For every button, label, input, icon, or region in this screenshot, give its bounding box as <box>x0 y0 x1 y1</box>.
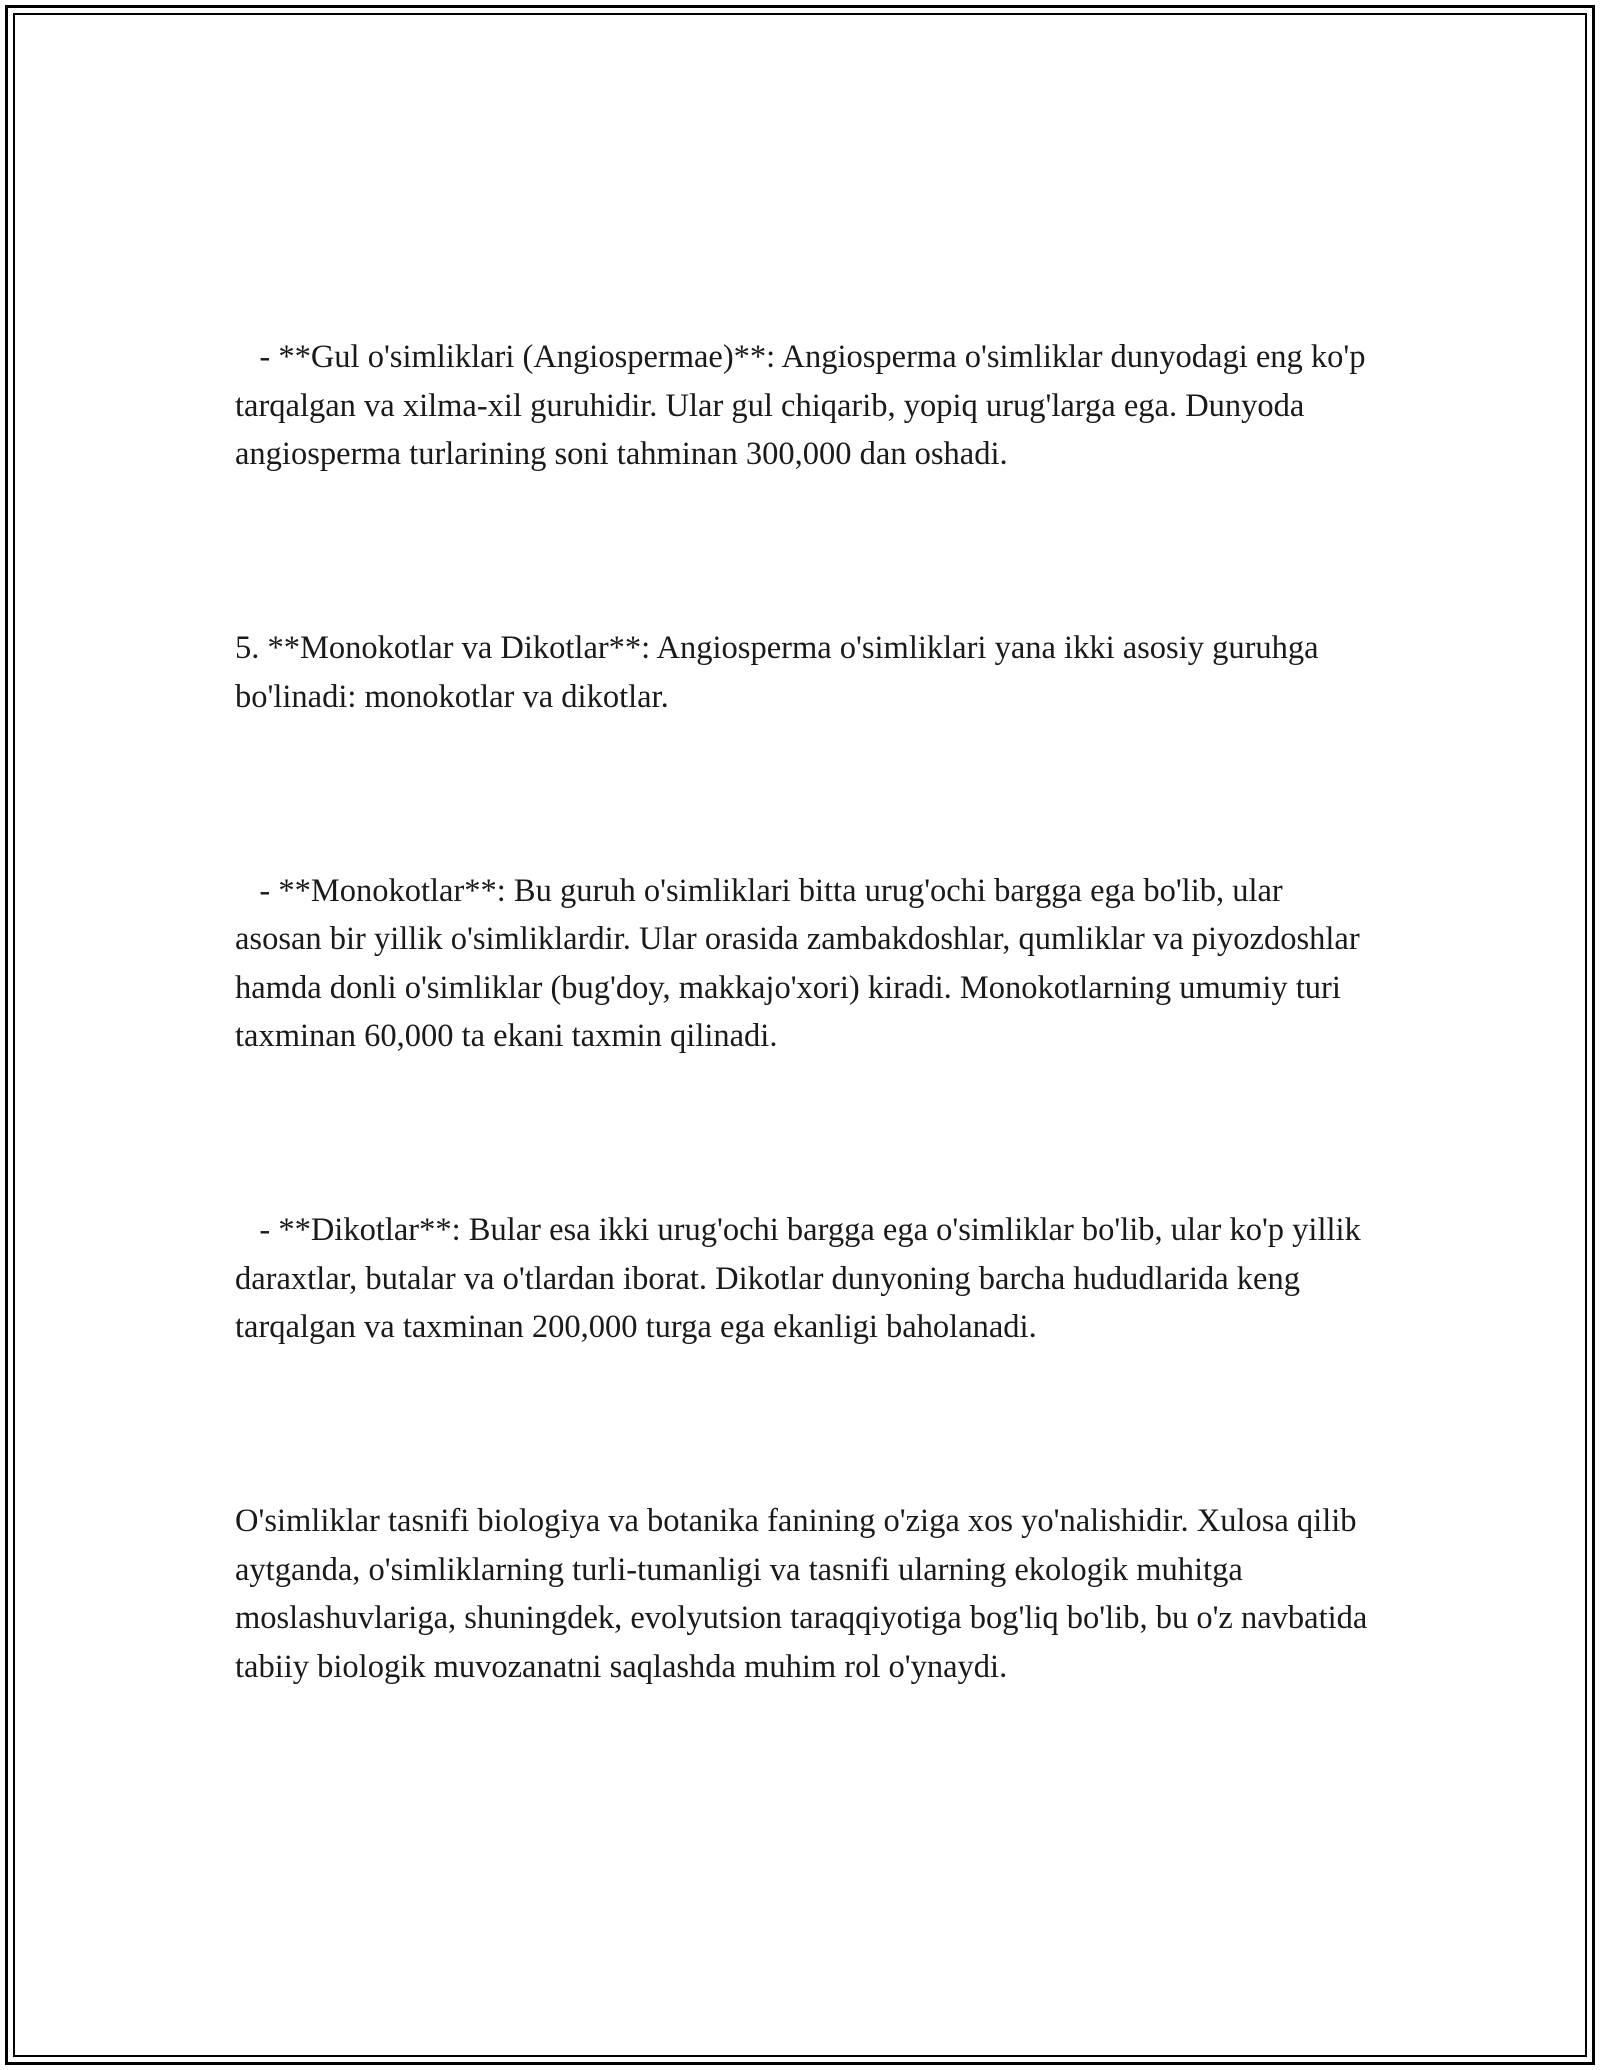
paragraph-dicots: - **Dikotlar**: Bular esa ikki urug'ochi bargga ega o'simliklar bo'lib, ular ko'p yillik daraxtlar, butalar va o'tlardan iborat. Dikotlar dunyoning barcha hududlarida keng tarqalgan va taxminan 200,000 turga ega ekanligi baholanadi. <box>235 1212 1369 1345</box>
paragraph-monocots-dicots-heading: 5. **Monokotlar va Dikotlar**: Angiosperma o'simliklari yana ikki asosiy guruhga bo'linadi: monokotlar va dikotlar. <box>235 630 1327 715</box>
paragraph-angiospermae: - **Gul o'simliklari (Angiospermae)**: Angiosperma o'simliklar dunyodagi eng ko'p tarqalgan va xilma-xil guruhidir. Ular gul chiqarib, yopiq urug'larga ega. Dunyoda angiosperma turlarining soni tahminan 300,000 dan oshadi. <box>235 339 1374 472</box>
document-body <box>235 236 1375 1788</box>
paragraph-monocots: - **Monokotlar**: Bu guruh o'simliklari bitta urug'ochi bargga ega bo'lib, ular asosan bir yillik o'simliklardir. Ular orasida zambakdoshlar, qumliklar va piyozdoshlar hamda donli o'simliklar (bug'doy, makkajo'xori) kiradi. Monokotlarning umumiy turi taxminan 60,000 ta ekani taxmin qilinadi. <box>235 872 1368 1054</box>
paragraph-conclusion: O'simliklar tasnifi biologiya va botanika fanining o'ziga xos yo'nalishidir. Xulosa qilib aytganda, o'simliklarning turli-tumanligi va tasnifi ularning ekologik muhitga moslashuvlariga, shuningdek, evolyutsion taraqqiyotiga bog'liq bo'lib, bu o'z navbatida tabiiy biologik muvozanatni saqlashda muhim rol o'ynaydi. <box>235 1503 1376 1685</box>
